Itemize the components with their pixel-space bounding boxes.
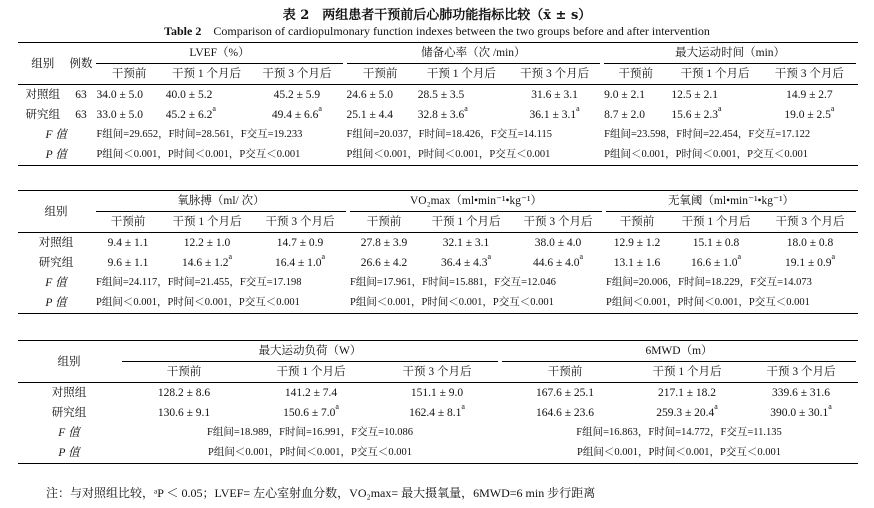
subheader: 干预 3 个月后 [252,212,348,233]
subheader: 干预 3 个月后 [249,64,344,85]
cell: 141.2 ± 7.4 [284,387,338,399]
subheader: 干预前 [348,212,420,233]
row-label: 研究组 [25,109,60,121]
table-row [18,383,858,404]
table-row [18,125,858,145]
cell-p: P组间＜0.001，P时间＜0.001，P交互＜0.001 [602,145,858,166]
table-row [18,253,858,273]
cell: 36.4 ± 4.3$^a$ [440,252,492,269]
header-group: 组别 [18,43,67,85]
cell: 16.4 ± 1.0$^a$ [274,252,326,269]
cell-p: P组间＜0.001，P时间＜0.001，P交互＜0.001 [120,443,500,464]
cell: 36.1 ± 3.1$^a$ [529,104,580,121]
subheader: 干预前 [500,362,630,383]
cell: 151.1 ± 9.0 [410,387,464,399]
row-label: F 值 [45,277,67,289]
cell-f: F组间=20.006，F时间=18.229，F交互=14.073 [606,277,812,288]
cell: 130.6 ± 9.1 [157,407,211,419]
cell: 9.0 ± 2.1 [604,89,645,101]
header-vo2max: VO₂max（ml•min⁻¹•kg⁻¹） [348,191,604,213]
cell: 45.2 ± 5.9 [273,89,321,101]
cell-n: 63 [75,89,87,101]
cell: 28.5 ± 3.5 [417,89,465,101]
cell-n: 63 [75,109,87,121]
subheader: 干预 3 个月后 [507,64,602,85]
subheader: 干预 1 个月后 [164,64,250,85]
cell-f: F组间=24.117，F时间=21.455，F交互=17.198 [96,277,302,288]
header-6mwd: 6MWD（m） [500,341,858,363]
cell: 15.1 ± 0.8 [692,237,740,249]
cell: 167.6 ± 25.1 [535,387,595,399]
cell: 9.4 ± 1.1 [107,237,149,249]
cell: 33.0 ± 5.0 [96,109,144,121]
cell-f: F组间=18.989，F时间=16.991，F交互=10.086 [207,427,413,438]
cell-p: P组间＜0.001，P时间＜0.001，P交互＜0.001 [500,443,858,464]
cell-p: P组间＜0.001，P时间＜0.001，P交互＜0.001 [345,145,603,166]
subheader: 干预前 [120,362,248,383]
cell: 34.0 ± 5.0 [96,89,144,101]
subheader: 干预前 [604,212,670,233]
table-section-1 [18,42,858,166]
header-reserve-hr: 储备心率（次 /min） [345,43,603,65]
subheader: 干预 3 个月后 [762,212,858,233]
subheader: 干预 3 个月后 [761,64,858,85]
row-label: P 值 [18,293,94,314]
cell: 164.6 ± 23.6 [535,407,595,419]
row-label: F 值 [58,427,80,439]
row-label: 对照组 [25,89,60,101]
cell-f: F组间=23.598，F时间=22.454，F交互=17.122 [604,129,811,140]
cell: 27.8 ± 3.9 [360,237,408,249]
subheader: 干预 1 个月后 [630,362,744,383]
cell-p: P组间＜0.001，P时间＜0.001，P交互＜0.001 [94,145,344,166]
row-label: 研究组 [38,257,74,269]
cell-f: F组间=16.863，F时间=14.772，F交互=11.135 [576,427,782,438]
cell: 24.6 ± 5.0 [346,89,394,101]
cell-f: F组间=20.037，F时间=18.426，F交互=14.115 [346,129,553,140]
subheader: 干预前 [94,64,163,85]
cell: 49.4 ± 6.6$^a$ [271,104,322,121]
cell: 40.0 ± 5.2 [165,89,213,101]
subheader: 干预前 [94,212,162,233]
cell: 8.7 ± 2.0 [604,109,645,121]
header-max-exercise-time: 最大运动时间（min） [602,43,858,65]
table-row [18,105,858,125]
header-oxygen-pulse: 氧脉搏（ml/ 次） [94,191,348,213]
table-footnote: 注：与对照组比较，ᵃP ＜ 0.05；LVEF= 左心室射血分数，VO₂max= 最大摄氧量，6MWD=6 min 步行距离 [46,486,596,500]
row-label: 对照组 [51,387,87,399]
cell: 14.7 ± 0.9 [276,237,324,249]
cell: 14.6 ± 1.2$^a$ [181,252,233,269]
cell: 14.9 ± 2.7 [786,89,833,101]
cell: 45.2 ± 6.2$^a$ [165,104,216,121]
cell-p: P组间＜0.001，P时间＜0.001，P交互＜0.001 [604,293,858,314]
cell: 12.9 ± 1.2 [613,237,661,249]
table-row [18,233,858,254]
subheader: 干预 1 个月后 [416,64,507,85]
cell: 128.2 ± 8.6 [157,387,211,399]
table-row [18,403,858,423]
table-title-cn: 表 2 两组患者干预前后心肺功能指标比较（x̄ ± s） [282,8,592,23]
cell: 16.6 ± 1.0$^a$ [690,252,742,269]
subheader: 干预前 [345,64,416,85]
cell: 15.6 ± 2.3$^a$ [671,104,722,121]
subheader: 干预 3 个月后 [512,212,604,233]
cell-f: F组间=17.961，F时间=15.881，F交互=12.046 [350,277,556,288]
cell: 217.1 ± 18.2 [657,387,717,399]
cell: 19.1 ± 0.9$^a$ [784,252,836,269]
table-title-en-text: Comparison of cardiopulmonary function indexes between the two groups before and after intervention [213,24,710,38]
row-label: 研究组 [51,407,87,419]
table-section-2 [18,190,858,314]
table-row [18,423,858,443]
cell: 19.0 ± 2.5$^a$ [784,104,835,121]
cell: 390.0 ± 30.1$^a$ [770,402,832,419]
subheader: 干预 3 个月后 [744,362,858,383]
cell: 12.2 ± 1.0 [183,237,231,249]
cell: 25.1 ± 4.4 [346,109,394,121]
cell: 259.3 ± 20.4$^a$ [656,402,718,419]
cell: 32.1 ± 3.1 [442,237,490,249]
table-row [18,443,858,464]
subheader: 干预前 [602,64,669,85]
row-label: P 值 [18,145,94,166]
cell: 32.8 ± 3.6$^a$ [417,104,468,121]
cell: 18.0 ± 0.8 [786,237,834,249]
subheader: 干预 1 个月后 [670,212,762,233]
table-row [18,145,858,166]
header-lvef: LVEF（%） [94,43,344,65]
table-label: Table 2 [164,24,202,38]
cell: 12.5 ± 2.1 [671,89,718,101]
table-row [18,293,858,314]
header-group: 组别 [18,191,94,233]
cell-p: P组间＜0.001，P时间＜0.001，P交互＜0.001 [348,293,604,314]
cell: 339.6 ± 31.6 [771,387,831,399]
row-label: 对照组 [38,237,74,249]
header-n: 例数 [67,43,94,85]
cell: 44.6 ± 4.0$^a$ [532,252,584,269]
subheader: 干预 1 个月后 [248,362,374,383]
table-title-en [0,22,874,39]
subheader: 干预 1 个月后 [669,64,760,85]
row-label: F 值 [45,129,67,141]
cell-f: F组间=29.652，F时间=28.561，F交互=19.233 [96,129,303,140]
table-row [18,85,858,106]
subheader: 干预 1 个月后 [420,212,512,233]
table-row [18,273,858,293]
cell-p: P组间＜0.001，P时间＜0.001，P交互＜0.001 [94,293,348,314]
cell: 162.4 ± 8.1$^a$ [409,402,465,419]
row-label: P 值 [18,443,120,464]
cell: 38.0 ± 4.0 [534,237,582,249]
cell: 26.6 ± 4.2 [360,257,408,269]
table-section-3 [18,340,858,464]
header-group: 组别 [18,341,120,383]
header-anaerobic-threshold: 无氧阈（ml•min⁻¹•kg⁻¹） [604,191,858,213]
subheader: 干预 3 个月后 [374,362,500,383]
cell: 9.6 ± 1.1 [107,257,149,269]
cell: 13.1 ± 1.6 [613,257,661,269]
header-max-load: 最大运动负荷（W） [120,341,500,363]
subheader: 干预 1 个月后 [162,212,252,233]
cell: 31.6 ± 3.1 [531,89,578,101]
cell: 150.6 ± 7.0$^a$ [283,402,339,419]
